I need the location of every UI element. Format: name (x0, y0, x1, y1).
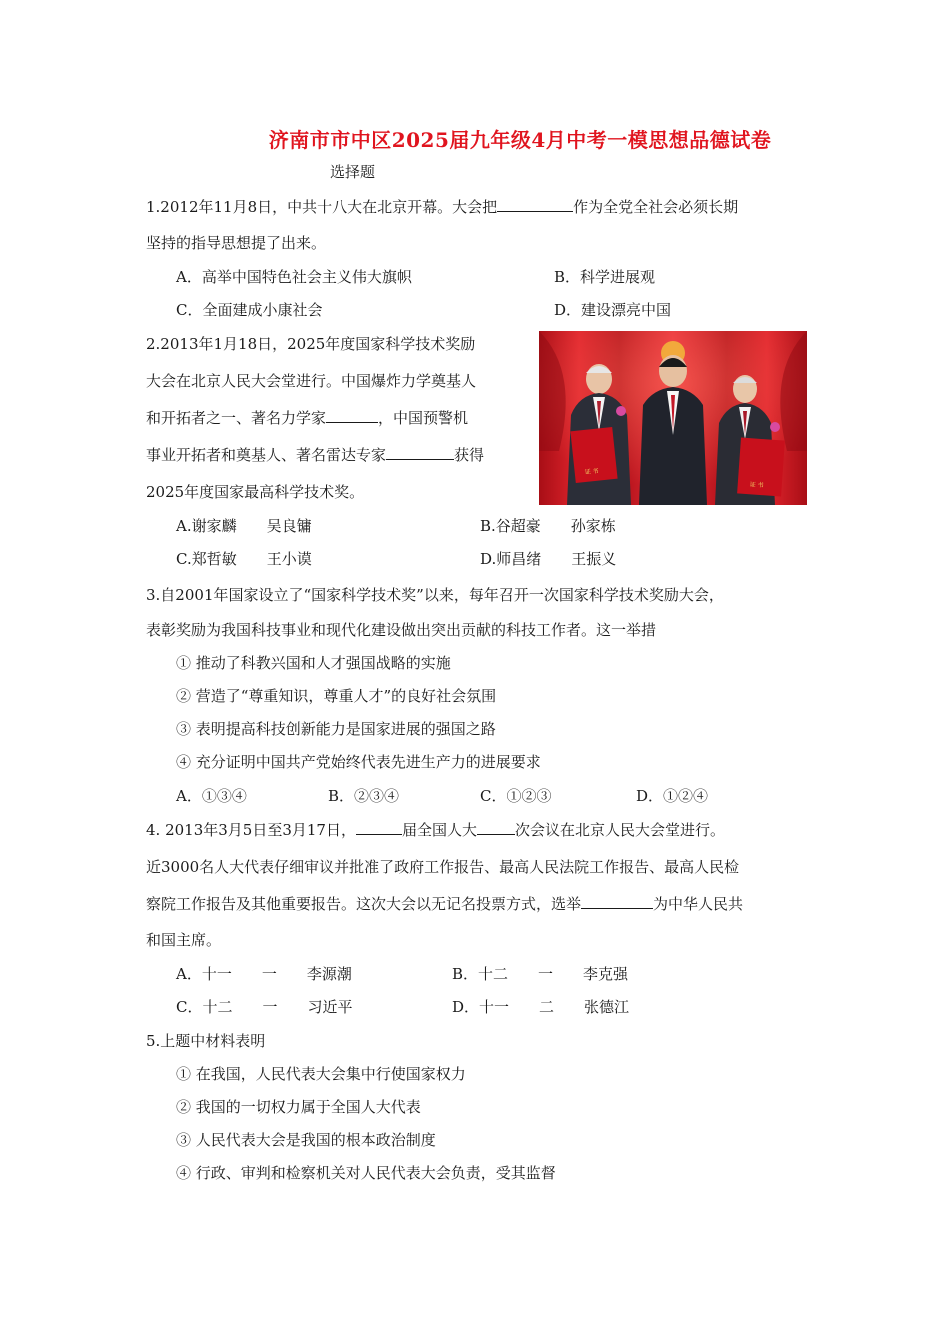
q3-statement-2: ② 营造了“尊重知识，尊重人才”的良好社会氛围 (176, 687, 497, 705)
q4-line1 (146, 820, 725, 840)
q4-line2: 近3000名人大代表仔细审议并批准了政府工作报告、最高人民法院工作报告、最高人民检 (146, 858, 740, 876)
q5-statement-4: ④ 行政、审判和检察机关对人民代表大会负责，受其监督 (176, 1164, 556, 1182)
q4-option-d: D．十一 二 张德江 (452, 998, 630, 1016)
q4-option-b: B．十二 一 李克强 (452, 965, 629, 983)
q1-blank (497, 197, 573, 212)
q4-line4: 和国主席。 (146, 931, 222, 949)
q1-option-c: C．全面建成小康社会 (176, 301, 323, 319)
q4-blank-1 (356, 820, 402, 835)
q3-line2: 表彰奖励为我国科技事业和现代化建设做出突出贡献的科技工作者。这一举措 (146, 621, 657, 639)
q5-statement-3: ③ 人民代表大会是我国的根本政治制度 (176, 1131, 436, 1149)
q2-option-d: D.师昌绪 王振义 (480, 550, 617, 568)
q4-blank-2 (477, 820, 515, 835)
q4-option-a: A．十一 一 李源潮 (176, 965, 352, 983)
q2-line4 (146, 445, 484, 465)
q3-option-a: A．①③④ (176, 787, 247, 805)
q2-line3 (146, 408, 468, 428)
q2-text-4a: 事业开拓者和奠基人、著名雷达专家 (146, 446, 387, 464)
q1-text-b: 作为全党全社会必须长期 (573, 198, 739, 216)
q1-line1 (146, 197, 738, 217)
q1-option-d: D．建设漂亮中国 (554, 301, 672, 319)
q2-option-a: A.谢家麟 吴良镛 (176, 517, 312, 535)
svg-text:证 书: 证 书 (749, 481, 764, 490)
award-ceremony-photo (539, 331, 807, 505)
section-heading: 选择题 (330, 163, 376, 181)
q1-line2: 坚持的指导思想提了出来。 (146, 234, 327, 252)
exam-title: 济南市市中区2025届九年级4月中考一模思想品德试卷 (268, 128, 772, 152)
q2-text-4b: 获得 (454, 446, 485, 464)
q2-line5: 2025年度国家最高科学技术奖。 (146, 483, 365, 501)
q2-option-b: B.谷超豪 孙家栋 (480, 517, 616, 535)
q4-option-c: C．十二 一 习近平 (176, 998, 353, 1016)
q2-blank-1 (326, 408, 378, 423)
q3-option-d: D．①②④ (636, 787, 709, 805)
q3-statement-4: ④ 充分证明中国共产党始终代表先进生产力的进展要求 (176, 753, 541, 771)
q4-text-3b: 为中华人民共 (653, 895, 744, 913)
q3-line1: 3.自2001年国家设立了“国家科学技术奖”以来，每年召开一次国家科学技术奖励大会， (146, 586, 724, 604)
q1-text-a: 1.2012年11月8日，中共十八大在北京开幕。大会把 (146, 198, 498, 216)
q4-text-1a: 4. 2013年3月5日至3月17日， (146, 821, 356, 839)
q2-option-c: C.郑哲敏 王小谟 (176, 550, 312, 568)
q3-statement-1: ① 推动了科教兴国和人才强国战略的实施 (176, 654, 451, 672)
q3-option-b: B．②③④ (328, 787, 400, 805)
svg-text:证 书: 证 书 (584, 467, 599, 477)
q4-text-1b: 届全国人大 (401, 821, 477, 839)
q2-text-3a: 和开拓者之一、著名力学家 (146, 409, 327, 427)
q1-option-a: A．高举中国特色社会主义伟大旗帜 (176, 268, 412, 286)
q2-line1: 2.2013年1月18日，2025年度国家科学技术奖励 (146, 335, 476, 353)
q5-statement-1: ① 在我国，人民代表大会集中行使国家权力 (176, 1065, 466, 1083)
q4-text-3a: 察院工作报告及其他重要报告。这次大会以无记名投票方式，选举 (146, 895, 582, 913)
q4-blank-3 (581, 894, 653, 909)
q4-line3 (146, 894, 743, 914)
q2-text-3b: ，中国预警机 (378, 409, 469, 427)
q5-line1: 5.上题中材料表明 (146, 1032, 266, 1050)
q3-option-c: C．①②③ (480, 787, 552, 805)
q5-statement-2: ② 我国的一切权力属于全国人大代表 (176, 1098, 421, 1116)
q3-statement-3: ③ 表明提高科技创新能力是国家进展的强国之路 (176, 720, 496, 738)
q1-option-b: B．科学进展观 (554, 268, 656, 286)
q2-blank-2 (386, 445, 454, 460)
q2-line2: 大会在北京人民大会堂进行。中国爆炸力学奠基人 (146, 372, 477, 390)
q4-text-1c: 次会议在北京人民大会堂进行。 (515, 821, 726, 839)
